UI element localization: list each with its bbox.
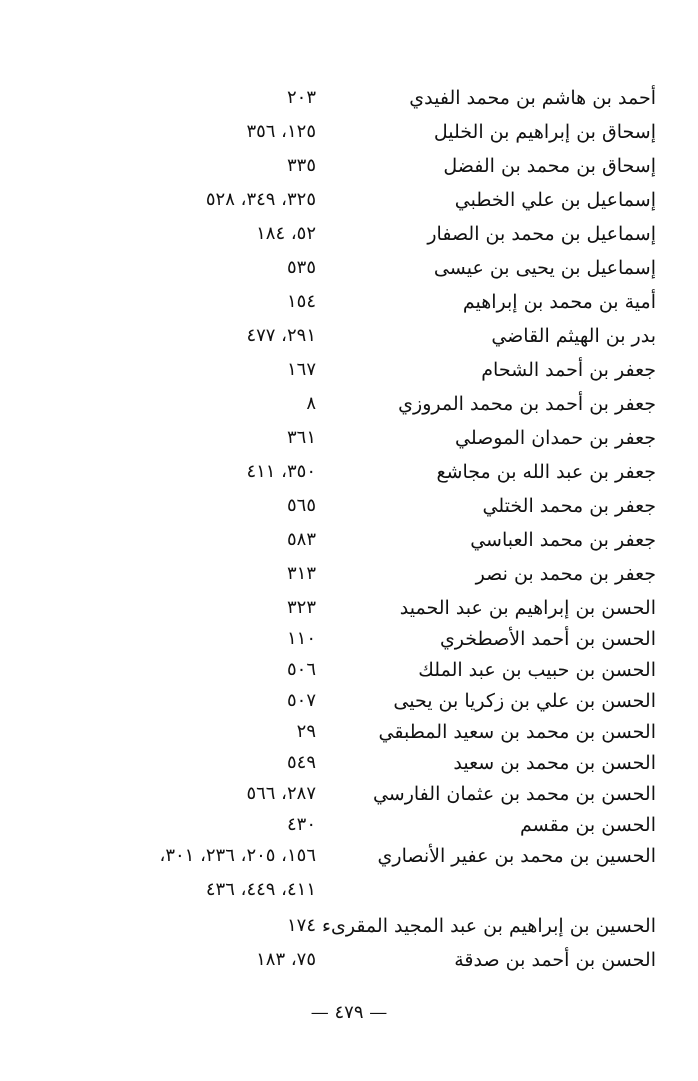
entry-pages: ٣٣٥ xyxy=(286,155,316,176)
index-entry xyxy=(0,654,698,685)
entry-name: الحسن بن أحمد بن صدقة xyxy=(454,949,656,971)
entry-name: إسماعيل بن علي الخطبي xyxy=(454,189,656,211)
entry-name: الحسن بن محمد بن عثمان الفارسي xyxy=(372,783,656,805)
index-entry xyxy=(0,623,698,654)
entry-pages: ٢٨٧، ٥٦٦ xyxy=(246,783,316,804)
entry-name: الحسن بن أحمد الأصطخري xyxy=(439,628,656,650)
index-entry xyxy=(0,524,698,558)
index-entry xyxy=(0,116,698,150)
entry-pages: ٣٥٠، ٤١١ xyxy=(246,461,316,482)
entry-pages: ٥٣٥ xyxy=(286,257,316,278)
index-entry xyxy=(0,778,698,809)
entry-name: الحسين بن محمد بن عفير الأنصاري xyxy=(377,845,656,867)
entry-pages: ١٥٦، ٢٠٥، ٢٣٦، ٣٠١، xyxy=(159,845,316,866)
entry-name: الحسن بن إبراهيم بن عبد الحميد xyxy=(399,597,656,619)
entry-pages: ١٦٧ xyxy=(286,359,316,380)
entry-name: إسماعيل بن محمد بن الصفار xyxy=(427,223,656,245)
entry-pages: ٥٢، ١٨٤ xyxy=(256,223,316,244)
entry-name: الحسن بن علي بن زكريا بن يحيى xyxy=(393,690,656,712)
entry-pages: ١١٠ xyxy=(286,628,316,649)
entry-pages: ٥٦٥ xyxy=(286,495,316,516)
entry-name: إسحاق بن إبراهيم بن الخليل xyxy=(433,121,656,143)
entry-pages: ٣٢٥، ٣٤٩، ٥٢٨ xyxy=(205,189,316,210)
index-entry xyxy=(0,558,698,592)
entry-pages: ٣٦١ xyxy=(286,427,316,448)
index-entry xyxy=(0,840,698,874)
entry-name: جعفر بن عبد الله بن مجاشع xyxy=(436,461,656,483)
entry-name: الحسن بن حبيب بن عبد الملك xyxy=(418,659,656,681)
index-entry xyxy=(0,252,698,286)
index-entry xyxy=(0,388,698,422)
index-entry xyxy=(0,82,698,116)
index-entry xyxy=(0,944,698,978)
entry-pages: ٣١٣ xyxy=(286,563,316,584)
entry-pages: ٢٩ xyxy=(296,721,316,742)
index-entry xyxy=(0,809,698,840)
index-entry xyxy=(0,218,698,252)
index-entry xyxy=(0,685,698,716)
page-number: — ٤٧٩ — xyxy=(310,1002,388,1023)
entry-name: جعفر بن أحمد الشحام xyxy=(481,359,656,381)
entry-name: الحسن بن محمد بن سعيد xyxy=(453,752,656,774)
entry-name: جعفر بن حمدان الموصلي xyxy=(455,427,656,449)
index-entry xyxy=(0,716,698,747)
entry-name: أمية بن محمد بن إبراهيم xyxy=(462,291,656,313)
index-entry xyxy=(0,354,698,388)
index-entry xyxy=(0,592,698,623)
entry-name: جعفر بن محمد العباسي xyxy=(470,529,656,551)
entry-pages: ٤٣٠ xyxy=(286,814,316,835)
index-entry xyxy=(0,456,698,490)
index-entry xyxy=(0,910,698,944)
index-list xyxy=(0,82,698,978)
entry-name: الحسين بن إبراهيم بن عبد المجيد المقرىء xyxy=(322,915,656,937)
entry-pages: ٥٤٩ xyxy=(286,752,316,773)
entry-name: جعفر بن أحمد بن محمد المروزي xyxy=(398,393,656,415)
entry-pages: ٢٠٣ xyxy=(286,87,316,108)
index-entry xyxy=(0,747,698,778)
entry-pages: ٥٠٧ xyxy=(286,690,316,711)
entry-name: جعفر بن محمد الختلي xyxy=(482,495,656,517)
entry-pages: ١٢٥، ٣٥٦ xyxy=(246,121,316,142)
entry-pages: ١٧٤ xyxy=(286,915,316,936)
entry-pages: ٣٢٣ xyxy=(286,597,316,618)
entry-pages: ٥٨٣ xyxy=(286,529,316,550)
entry-pages: ٧٥، ١٨٣ xyxy=(256,949,316,970)
entry-pages: ٥٠٦ xyxy=(286,659,316,680)
entry-pages: ٨ xyxy=(306,393,316,414)
entry-pages: ٤١١، ٤٤٩، ٤٣٦ xyxy=(205,879,316,900)
index-entry xyxy=(0,150,698,184)
entry-name: أحمد بن هاشم بن محمد الفيدي xyxy=(409,87,656,109)
entry-name: إسماعيل بن يحيى بن عيسى xyxy=(433,257,656,279)
index-entry-continuation xyxy=(0,874,698,910)
entry-pages: ١٥٤ xyxy=(286,291,316,312)
index-entry xyxy=(0,286,698,320)
index-entry xyxy=(0,490,698,524)
entry-name: الحسن بن مقسم xyxy=(520,814,656,836)
entry-name: الحسن بن محمد بن سعيد المطبقي xyxy=(378,721,656,743)
index-entry xyxy=(0,422,698,456)
entry-name: جعفر بن محمد بن نصر xyxy=(475,563,656,585)
index-entry xyxy=(0,320,698,354)
index-entry xyxy=(0,184,698,218)
entry-name: إسحاق بن محمد بن الفضل xyxy=(443,155,656,177)
entry-name: بدر بن الهيثم القاضي xyxy=(491,325,656,347)
entry-pages: ٢٩١، ٤٧٧ xyxy=(246,325,316,346)
